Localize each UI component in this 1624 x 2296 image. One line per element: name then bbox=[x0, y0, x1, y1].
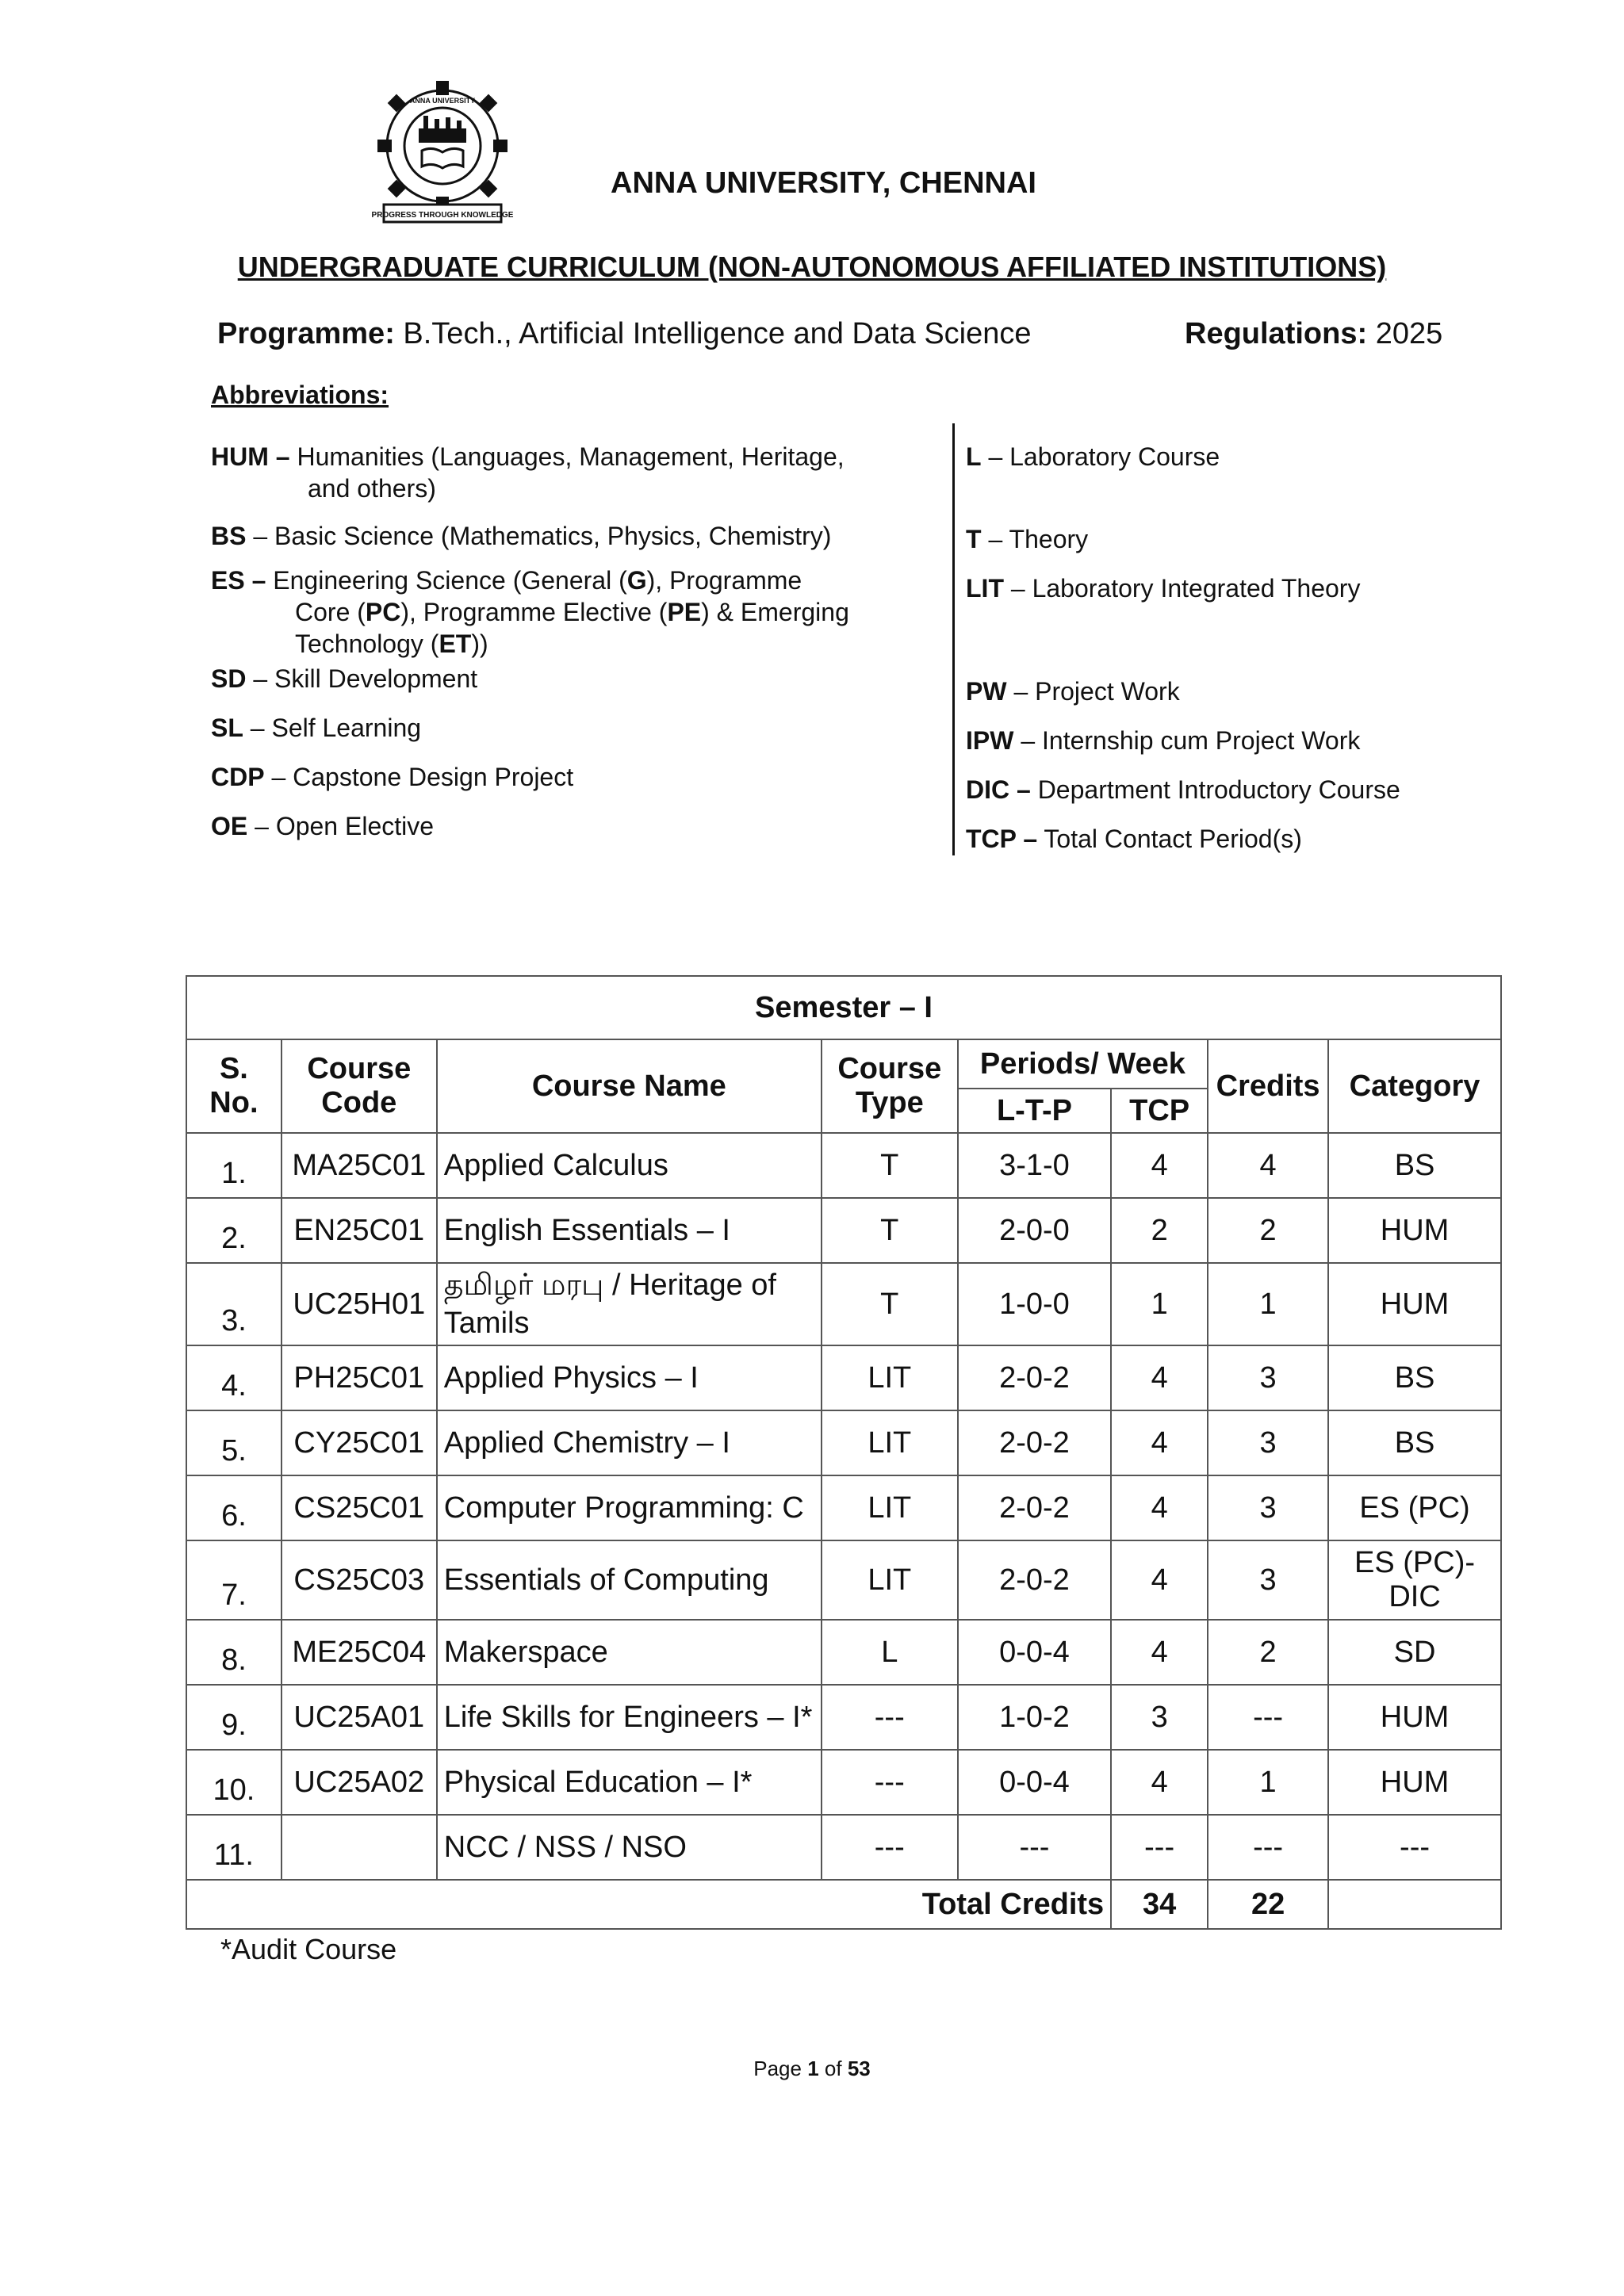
semester-title-row bbox=[186, 976, 1501, 1039]
cell-code bbox=[282, 1815, 437, 1880]
cell-ltp: 2-0-2 bbox=[958, 1410, 1111, 1475]
cell-sno: 5. bbox=[186, 1410, 282, 1475]
cell-tcp: 4 bbox=[1111, 1410, 1208, 1475]
cell-code: CS25C03 bbox=[282, 1540, 437, 1620]
logo-top-text: ANNA UNIVERSITY bbox=[409, 97, 476, 105]
cell-ltp: 2-0-2 bbox=[958, 1540, 1111, 1620]
cell-type: T bbox=[822, 1198, 958, 1263]
curriculum-title: UNDERGRADUATE CURRICULUM (NON-AUTONOMOUS AFFILIATED INSTITUTIONS) bbox=[237, 251, 1387, 283]
semester-title: Semester – I bbox=[186, 976, 1501, 1039]
page-current: 1 bbox=[807, 2057, 819, 2080]
audit-footnote: *Audit Course bbox=[220, 1933, 397, 1965]
header-category: Category bbox=[1328, 1039, 1501, 1133]
cell-sno: 8. bbox=[186, 1620, 282, 1685]
header-periods: Periods/ Week bbox=[958, 1039, 1208, 1089]
programme-value: B.Tech., Artificial Intelligence and Data Science bbox=[403, 317, 1032, 350]
cell-code: UC25H01 bbox=[282, 1263, 437, 1345]
cell-name: தமிழர் மரபு / Heritage of Tamils bbox=[437, 1263, 822, 1345]
university-logo bbox=[366, 75, 519, 227]
abbr-bs: BS – Basic Science (Mathematics, Physics, Chemistry) bbox=[211, 522, 832, 550]
cell-credits: 3 bbox=[1208, 1345, 1328, 1410]
abbr-tcp: TCP – Total Contact Period(s) bbox=[966, 825, 1302, 853]
cell-category: ES (PC) bbox=[1328, 1475, 1501, 1540]
header-type: Course Type bbox=[822, 1039, 958, 1133]
cell-code: CS25C01 bbox=[282, 1475, 437, 1540]
cell-name: NCC / NSS / NSO bbox=[437, 1815, 822, 1880]
cell-credits: 3 bbox=[1208, 1475, 1328, 1540]
cell-category: BS bbox=[1328, 1133, 1501, 1198]
cell-sno: 10. bbox=[186, 1750, 282, 1815]
regulations-label: Regulations: bbox=[1185, 317, 1368, 350]
cell-code: ME25C04 bbox=[282, 1620, 437, 1685]
header-sno: S. No. bbox=[186, 1039, 282, 1133]
cell-category: --- bbox=[1328, 1815, 1501, 1880]
regulations-value: 2025 bbox=[1375, 317, 1443, 350]
header-code: Course Code bbox=[282, 1039, 437, 1133]
cell-name: Physical Education – I* bbox=[437, 1750, 822, 1815]
programme-label: Programme: bbox=[217, 317, 395, 350]
cell-category: HUM bbox=[1328, 1198, 1501, 1263]
table-row bbox=[186, 1475, 1501, 1540]
abbreviations-heading: Abbreviations: bbox=[211, 381, 389, 409]
cell-sno: 7. bbox=[186, 1540, 282, 1620]
table-row bbox=[186, 1815, 1501, 1880]
abbr-sl: SL – Self Learning bbox=[211, 714, 422, 742]
cell-ltp: 3-1-0 bbox=[958, 1133, 1111, 1198]
table-row bbox=[186, 1263, 1501, 1345]
cell-ltp: 2-0-0 bbox=[958, 1198, 1111, 1263]
table-row bbox=[186, 1133, 1501, 1198]
abbr-l: L – Laboratory Course bbox=[966, 442, 1220, 471]
table-row bbox=[186, 1198, 1501, 1263]
cell-type: LIT bbox=[822, 1475, 958, 1540]
cell-name: English Essentials – I bbox=[437, 1198, 822, 1263]
cell-name: Essentials of Computing bbox=[437, 1540, 822, 1620]
cell-credits: 2 bbox=[1208, 1620, 1328, 1685]
cell-tcp: 4 bbox=[1111, 1475, 1208, 1540]
cell-code: PH25C01 bbox=[282, 1345, 437, 1410]
page-total: 53 bbox=[847, 2057, 871, 2080]
cell-type: LIT bbox=[822, 1345, 958, 1410]
total-row bbox=[186, 1880, 1501, 1929]
cell-credits: 3 bbox=[1208, 1410, 1328, 1475]
cell-code: EN25C01 bbox=[282, 1198, 437, 1263]
cell-credits: 2 bbox=[1208, 1198, 1328, 1263]
abbr-oe: OE – Open Elective bbox=[211, 812, 435, 840]
cell-ltp: 2-0-2 bbox=[958, 1475, 1111, 1540]
cell-name: Life Skills for Engineers – I* bbox=[437, 1685, 822, 1750]
abbr-pw: PW – Project Work bbox=[966, 677, 1180, 706]
cell-ltp: 2-0-2 bbox=[958, 1345, 1111, 1410]
abbr-es: ES – Engineering Science (General (G), Programme Core (PC), Programme Elective (PE) & Emerging Technology (ET)) bbox=[211, 566, 849, 658]
abbr-sd: SD – Skill Development bbox=[211, 664, 478, 693]
cell-ltp: 0-0-4 bbox=[958, 1750, 1111, 1815]
cell-code: CY25C01 bbox=[282, 1410, 437, 1475]
cell-type: LIT bbox=[822, 1540, 958, 1620]
cell-tcp: 4 bbox=[1111, 1133, 1208, 1198]
cell-type: --- bbox=[822, 1685, 958, 1750]
cell-name: Makerspace bbox=[437, 1620, 822, 1685]
cell-type: --- bbox=[822, 1815, 958, 1880]
header-tcp: TCP bbox=[1111, 1089, 1208, 1133]
cell-sno: 3. bbox=[186, 1263, 282, 1345]
cell-code: MA25C01 bbox=[282, 1133, 437, 1198]
cell-category: HUM bbox=[1328, 1685, 1501, 1750]
regulations-line bbox=[1185, 317, 1442, 351]
cell-tcp: 4 bbox=[1111, 1540, 1208, 1620]
page-number: Page 1 of 53 bbox=[753, 2057, 871, 2080]
cell-sno: 2. bbox=[186, 1198, 282, 1263]
cell-tcp: 4 bbox=[1111, 1620, 1208, 1685]
abbr-lit: LIT – Laboratory Integrated Theory bbox=[966, 574, 1361, 603]
cell-name: Applied Chemistry – I bbox=[437, 1410, 822, 1475]
cell-credits: 3 bbox=[1208, 1540, 1328, 1620]
cell-name: Applied Physics – I bbox=[437, 1345, 822, 1410]
cell-sno: 4. bbox=[186, 1345, 282, 1410]
university-name: ANNA UNIVERSITY, CHENNAI bbox=[611, 166, 1036, 200]
cell-category: SD bbox=[1328, 1620, 1501, 1685]
cell-ltp: --- bbox=[958, 1815, 1111, 1880]
total-empty-cell bbox=[1328, 1880, 1501, 1929]
cell-type: T bbox=[822, 1263, 958, 1345]
cell-tcp: 2 bbox=[1111, 1198, 1208, 1263]
cell-credits: --- bbox=[1208, 1685, 1328, 1750]
cell-type: L bbox=[822, 1620, 958, 1685]
header-row bbox=[186, 1039, 1501, 1089]
cell-credits: 1 bbox=[1208, 1750, 1328, 1815]
cell-tcp: 4 bbox=[1111, 1750, 1208, 1815]
cell-type: --- bbox=[822, 1750, 958, 1815]
logo-motto: PROGRESS THROUGH KNOWLEDGE bbox=[371, 211, 514, 220]
abbr-t: T – Theory bbox=[966, 525, 1089, 553]
table-row bbox=[186, 1540, 1501, 1620]
abbr-cdp: CDP – Capstone Design Project bbox=[211, 763, 574, 791]
cell-sno: 11. bbox=[186, 1815, 282, 1880]
cell-ltp: 1-0-2 bbox=[958, 1685, 1111, 1750]
cell-tcp: 4 bbox=[1111, 1345, 1208, 1410]
abbr-dic: DIC – Department Introductory Course bbox=[966, 775, 1400, 804]
cell-category: HUM bbox=[1328, 1263, 1501, 1345]
header-credits: Credits bbox=[1208, 1039, 1328, 1133]
table-row bbox=[186, 1410, 1501, 1475]
cell-name: Computer Programming: C bbox=[437, 1475, 822, 1540]
cell-code: UC25A01 bbox=[282, 1685, 437, 1750]
cell-category: BS bbox=[1328, 1345, 1501, 1410]
header-ltp: L-T-P bbox=[958, 1089, 1111, 1133]
cell-sno: 1. bbox=[186, 1133, 282, 1198]
cell-ltp: 0-0-4 bbox=[958, 1620, 1111, 1685]
cell-type: T bbox=[822, 1133, 958, 1198]
cell-credits: 1 bbox=[1208, 1263, 1328, 1345]
cell-category: BS bbox=[1328, 1410, 1501, 1475]
cell-credits: --- bbox=[1208, 1815, 1328, 1880]
cell-name: Applied Calculus bbox=[437, 1133, 822, 1198]
cell-category: HUM bbox=[1328, 1750, 1501, 1815]
semester-table bbox=[186, 975, 1502, 1930]
table-row bbox=[186, 1345, 1501, 1410]
cell-tcp: 1 bbox=[1111, 1263, 1208, 1345]
cell-sno: 9. bbox=[186, 1685, 282, 1750]
total-credits: 22 bbox=[1208, 1880, 1328, 1929]
abbr-ipw: IPW – Internship cum Project Work bbox=[966, 726, 1361, 755]
cell-type: LIT bbox=[822, 1410, 958, 1475]
table-row bbox=[186, 1750, 1501, 1815]
cell-credits: 4 bbox=[1208, 1133, 1328, 1198]
cell-code: UC25A02 bbox=[282, 1750, 437, 1815]
cell-tcp: --- bbox=[1111, 1815, 1208, 1880]
table-row bbox=[186, 1685, 1501, 1750]
abbreviations-divider bbox=[952, 423, 955, 855]
header-name: Course Name bbox=[437, 1039, 822, 1133]
total-tcp: 34 bbox=[1111, 1880, 1208, 1929]
cell-ltp: 1-0-0 bbox=[958, 1263, 1111, 1345]
programme-line bbox=[217, 317, 1032, 351]
cell-tcp: 3 bbox=[1111, 1685, 1208, 1750]
table-row bbox=[186, 1620, 1501, 1685]
total-credits-label: Total Credits bbox=[186, 1880, 1111, 1929]
cell-sno: 6. bbox=[186, 1475, 282, 1540]
cell-category: ES (PC)-DIC bbox=[1328, 1540, 1501, 1620]
abbr-hum: HUM – Humanities (Languages, Management, Heritage, and others) bbox=[211, 442, 845, 503]
